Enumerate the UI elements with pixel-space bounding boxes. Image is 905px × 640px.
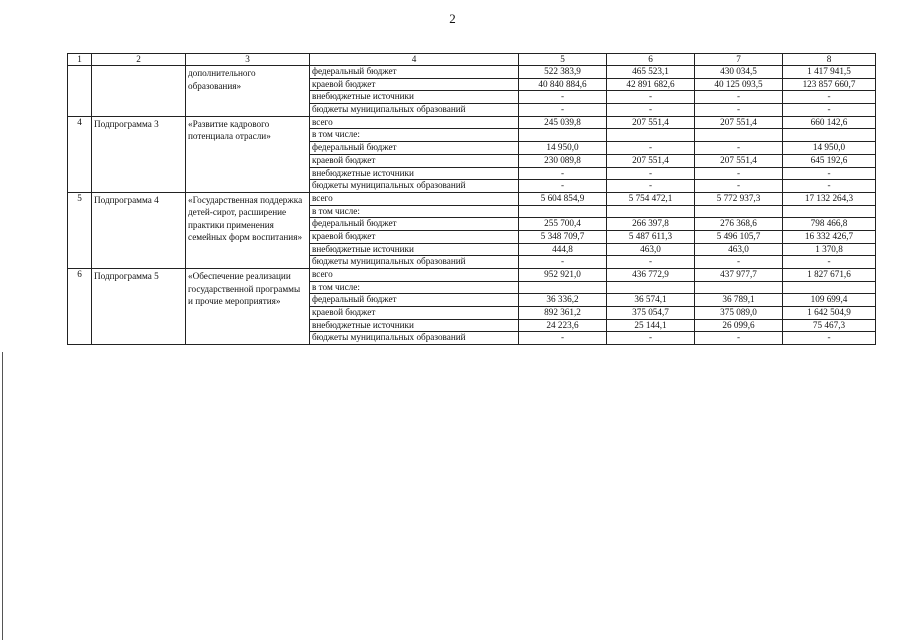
amount-cell [607, 205, 695, 218]
amount-cell: 36 789,1 [695, 294, 783, 307]
amount-cell: - [607, 256, 695, 269]
funding-source-cell: внебюджетные источники [310, 167, 519, 180]
amount-cell: - [519, 104, 607, 117]
amount-cell [519, 129, 607, 142]
amount-cell: - [783, 180, 876, 193]
amount-cell: 16 332 426,7 [783, 230, 876, 243]
column-number-header: 4 [310, 54, 519, 66]
amount-cell: 437 977,7 [695, 269, 783, 282]
amount-cell: 245 039,8 [519, 116, 607, 129]
subprogram-label-cell [92, 66, 186, 117]
amount-cell: 5 348 709,7 [519, 230, 607, 243]
amount-cell: 255 700,4 [519, 218, 607, 231]
amount-cell: 123 857 660,7 [783, 78, 876, 91]
row-number-cell [68, 66, 92, 117]
amount-cell: 444,8 [519, 243, 607, 256]
column-number-header: 7 [695, 54, 783, 66]
amount-cell: - [695, 256, 783, 269]
amount-cell: 645 192,6 [783, 154, 876, 167]
funding-source-cell: всего [310, 192, 519, 205]
row-number-cell: 5 [68, 192, 92, 268]
amount-cell: 14 950,0 [519, 142, 607, 155]
amount-cell: 276 368,6 [695, 218, 783, 231]
amount-cell: 1 417 941,5 [783, 66, 876, 79]
amount-cell: 207 551,4 [695, 154, 783, 167]
table-row [68, 66, 876, 79]
amount-cell: 1 642 504,9 [783, 307, 876, 320]
column-number-row [68, 54, 876, 66]
amount-cell: 660 142,6 [783, 116, 876, 129]
subprogram-name-cell: «Государственная поддержка детей-сирот, расширение практики применения семейных форм воспитания» [186, 192, 310, 268]
amount-cell: - [695, 91, 783, 104]
amount-cell: - [607, 104, 695, 117]
amount-cell: 5 496 105,7 [695, 230, 783, 243]
funding-source-cell: всего [310, 116, 519, 129]
amount-cell: 14 950,0 [783, 142, 876, 155]
amount-cell: - [695, 332, 783, 345]
table-row [68, 116, 876, 129]
funding-source-cell: внебюджетные источники [310, 319, 519, 332]
budget-table [67, 53, 876, 345]
subprogram-name-cell: дополнительного образования» [186, 66, 310, 117]
funding-source-cell: федеральный бюджет [310, 66, 519, 79]
column-number-header: 8 [783, 54, 876, 66]
funding-source-cell: федеральный бюджет [310, 142, 519, 155]
amount-cell: 25 144,1 [607, 319, 695, 332]
amount-cell: - [783, 167, 876, 180]
amount-cell [607, 281, 695, 294]
funding-source-cell: бюджеты муниципальных образований [310, 332, 519, 345]
amount-cell: 375 054,7 [607, 307, 695, 320]
amount-cell: 5 604 854,9 [519, 192, 607, 205]
subprogram-label-cell: Подпрограмма 5 [92, 269, 186, 345]
amount-cell: - [695, 142, 783, 155]
amount-cell: 5 487 611,3 [607, 230, 695, 243]
amount-cell: - [695, 167, 783, 180]
amount-cell: - [783, 104, 876, 117]
amount-cell: 40 840 884,6 [519, 78, 607, 91]
amount-cell [519, 281, 607, 294]
amount-cell: 1 370,8 [783, 243, 876, 256]
amount-cell: - [783, 91, 876, 104]
funding-source-cell: федеральный бюджет [310, 294, 519, 307]
amount-cell: - [607, 180, 695, 193]
amount-cell: 75 467,3 [783, 319, 876, 332]
amount-cell: 207 551,4 [607, 116, 695, 129]
amount-cell: 5 754 472,1 [607, 192, 695, 205]
amount-cell: 798 466,8 [783, 218, 876, 231]
row-number-cell: 6 [68, 269, 92, 345]
amount-cell: - [519, 180, 607, 193]
funding-source-cell: в том числе: [310, 205, 519, 218]
column-number-header: 6 [607, 54, 695, 66]
amount-cell: 109 699,4 [783, 294, 876, 307]
funding-source-cell: краевой бюджет [310, 154, 519, 167]
amount-cell: 40 125 093,5 [695, 78, 783, 91]
subprogram-label-cell: Подпрограмма 4 [92, 192, 186, 268]
amount-cell [783, 205, 876, 218]
amount-cell: 5 772 937,3 [695, 192, 783, 205]
column-number-header: 1 [68, 54, 92, 66]
subprogram-name-cell: «Развитие кадрового потенциала отрасли» [186, 116, 310, 192]
page-number: 2 [449, 11, 456, 26]
amount-cell: 207 551,4 [607, 154, 695, 167]
left-margin-rule [2, 352, 3, 640]
funding-source-cell: в том числе: [310, 281, 519, 294]
subprogram-name-cell: «Обеспечение реализации государственной программы и прочие мероприятия» [186, 269, 310, 345]
amount-cell: 26 099,6 [695, 319, 783, 332]
amount-cell: - [607, 332, 695, 345]
amount-cell [607, 129, 695, 142]
amount-cell: - [519, 332, 607, 345]
column-number-header: 2 [92, 54, 186, 66]
amount-cell: - [607, 167, 695, 180]
funding-source-cell: бюджеты муниципальных образований [310, 104, 519, 117]
amount-cell: - [695, 104, 783, 117]
amount-cell: - [519, 167, 607, 180]
amount-cell: - [783, 256, 876, 269]
amount-cell [783, 281, 876, 294]
amount-cell [519, 205, 607, 218]
funding-source-cell: федеральный бюджет [310, 218, 519, 231]
amount-cell: 42 891 682,6 [607, 78, 695, 91]
amount-cell: 375 089,0 [695, 307, 783, 320]
amount-cell: - [783, 332, 876, 345]
funding-source-cell: внебюджетные источники [310, 91, 519, 104]
amount-cell: - [607, 142, 695, 155]
amount-cell: 892 361,2 [519, 307, 607, 320]
amount-cell: 230 089,8 [519, 154, 607, 167]
funding-source-cell: бюджеты муниципальных образований [310, 180, 519, 193]
amount-cell: 36 336,2 [519, 294, 607, 307]
amount-cell [695, 281, 783, 294]
amount-cell: - [607, 91, 695, 104]
amount-cell: 36 574,1 [607, 294, 695, 307]
amount-cell: 436 772,9 [607, 269, 695, 282]
amount-cell: 207 551,4 [695, 116, 783, 129]
funding-source-cell: краевой бюджет [310, 78, 519, 91]
funding-source-cell: внебюджетные источники [310, 243, 519, 256]
amount-cell: 17 132 264,3 [783, 192, 876, 205]
amount-cell: 952 921,0 [519, 269, 607, 282]
funding-source-cell: краевой бюджет [310, 307, 519, 320]
amount-cell: 463,0 [695, 243, 783, 256]
amount-cell [695, 129, 783, 142]
table-row [68, 192, 876, 205]
amount-cell: 465 523,1 [607, 66, 695, 79]
amount-cell: 522 383,9 [519, 66, 607, 79]
amount-cell: 266 397,8 [607, 218, 695, 231]
subprogram-label-cell: Подпрограмма 3 [92, 116, 186, 192]
amount-cell: - [519, 91, 607, 104]
funding-source-cell: краевой бюджет [310, 230, 519, 243]
amount-cell: - [519, 256, 607, 269]
amount-cell: 463,0 [607, 243, 695, 256]
funding-source-cell: всего [310, 269, 519, 282]
funding-source-cell: бюджеты муниципальных образований [310, 256, 519, 269]
amount-cell [695, 205, 783, 218]
amount-cell [783, 129, 876, 142]
column-number-header: 5 [519, 54, 607, 66]
column-number-header: 3 [186, 54, 310, 66]
row-number-cell: 4 [68, 116, 92, 192]
funding-source-cell: в том числе: [310, 129, 519, 142]
table-row [68, 269, 876, 282]
amount-cell: 430 034,5 [695, 66, 783, 79]
amount-cell: - [695, 180, 783, 193]
amount-cell: 1 827 671,6 [783, 269, 876, 282]
amount-cell: 24 223,6 [519, 319, 607, 332]
